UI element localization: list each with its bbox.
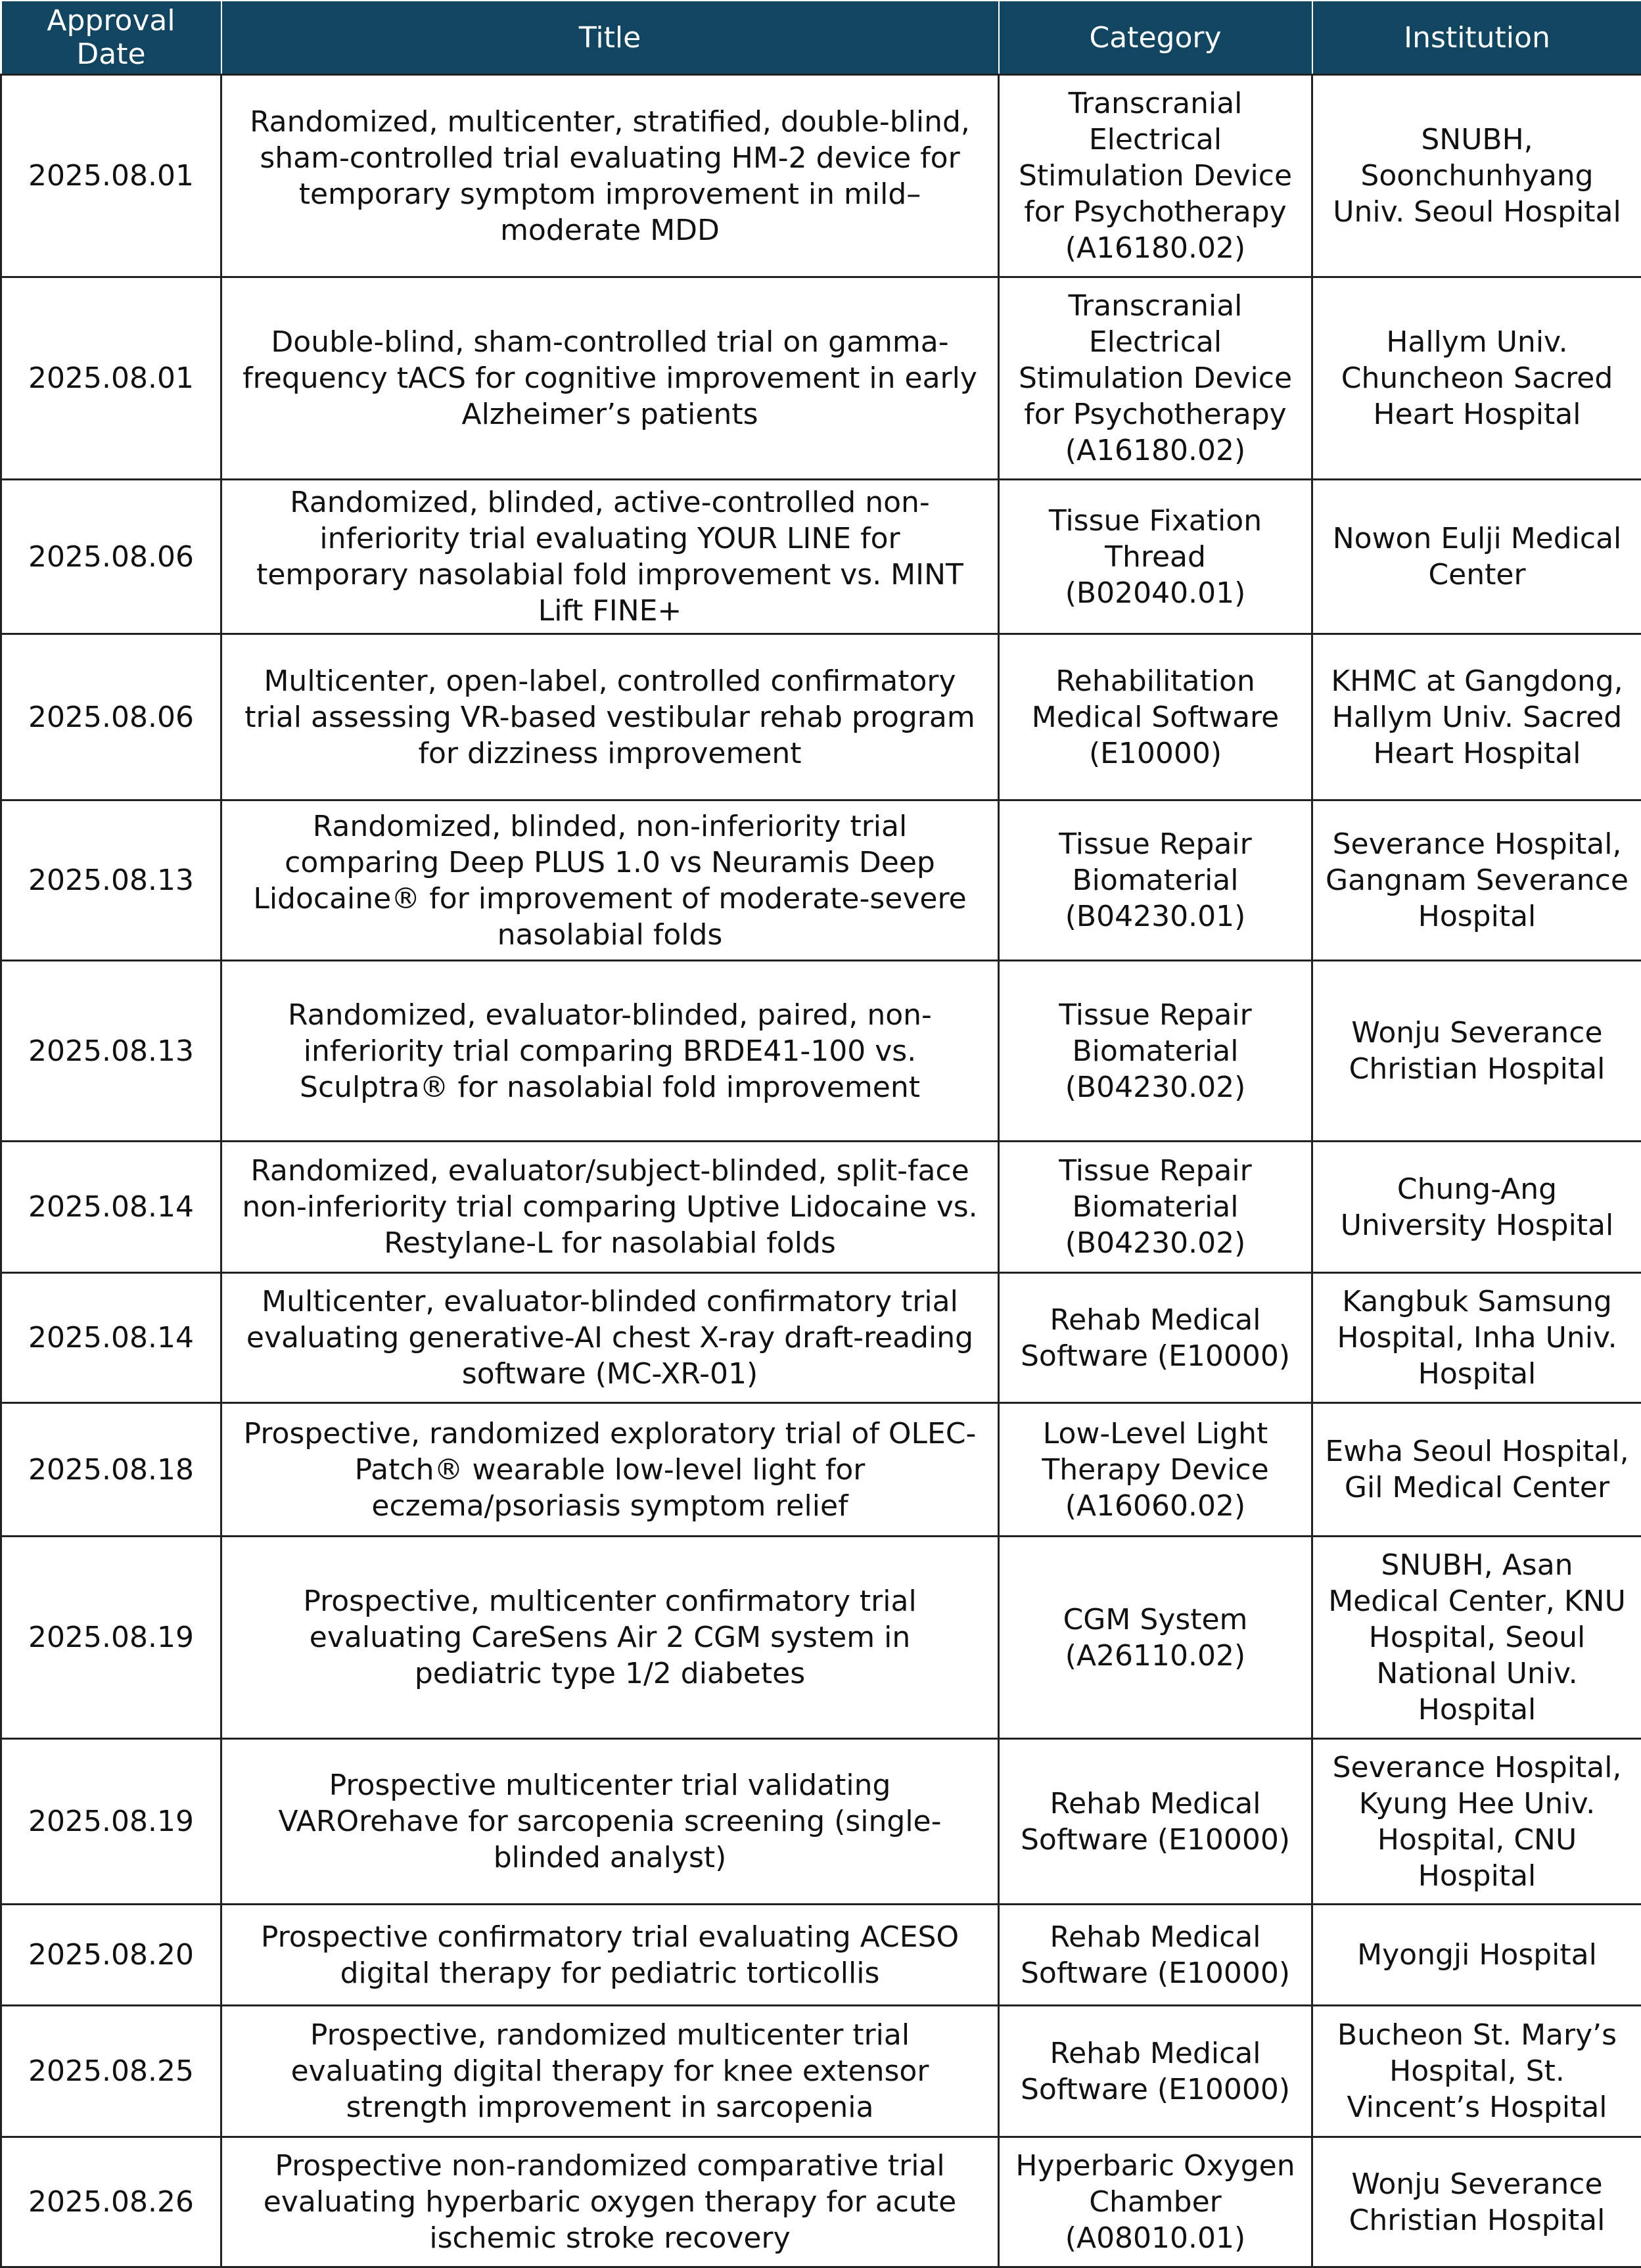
title-cell: Multicenter, open-label, controlled confirmatory trial assessing VR-based vestibular rehab program for dizziness improvement: [221, 634, 999, 800]
table-row: [1, 961, 1641, 1142]
category-cell: Rehab Medical Software (E10000): [999, 1739, 1312, 1905]
table-row: [1, 75, 1641, 277]
approval-date-cell: 2025.08.20: [1, 1905, 221, 2006]
institution-cell: Hallym Univ. Chuncheon Sacred Heart Hospital: [1312, 277, 1641, 480]
institution-cell: Myongji Hospital: [1312, 1905, 1641, 2006]
table-row: [1, 1142, 1641, 1273]
institution-cell: Severance Hospital, Gangnam Severance Hospital: [1312, 800, 1641, 961]
title-cell: Randomized, blinded, non-inferiority trial comparing Deep PLUS 1.0 vs Neuramis Deep Lidocaine® for improvement of moderate-severe nasolabial folds: [221, 800, 999, 961]
category-cell: Low-Level Light Therapy Device (A16060.02): [999, 1403, 1312, 1537]
title-cell: Prospective, randomized exploratory trial of OLEC-Patch® wearable low-level light for eczema/psoriasis symptom relief: [221, 1403, 999, 1537]
institution-cell: Kangbuk Samsung Hospital, Inha Univ. Hospital: [1312, 1273, 1641, 1403]
table-row: [1, 1273, 1641, 1403]
category-cell: Tissue Repair Biomaterial (B04230.02): [999, 961, 1312, 1142]
approval-date-cell: 2025.08.14: [1, 1273, 221, 1403]
category-cell: Hyperbaric Oxygen Chamber (A08010.01): [999, 2137, 1312, 2267]
category-cell: Tissue Fixation Thread (B02040.01): [999, 480, 1312, 634]
approval-date-cell: 2025.08.01: [1, 277, 221, 480]
table-row: [1, 1905, 1641, 2006]
title-cell: Prospective multicenter trial validating VAROrehave for sarcopenia screening (single-blinded analyst): [221, 1739, 999, 1905]
title-cell: Randomized, evaluator-blinded, paired, non-inferiority trial comparing BRDE41-100 vs. Sculptra® for nasolabial fold improvement: [221, 961, 999, 1142]
approval-date-cell: 2025.08.26: [1, 2137, 221, 2267]
title-cell: Randomized, evaluator/subject-blinded, split-face non-inferiority trial comparing Uptive Lidocaine vs. Restylane-L for nasolabial folds: [221, 1142, 999, 1273]
approval-date-cell: 2025.08.19: [1, 1739, 221, 1905]
table-row: [1, 1403, 1641, 1537]
approval-date-cell: 2025.08.25: [1, 2006, 221, 2137]
approval-date-cell: 2025.08.14: [1, 1142, 221, 1273]
category-cell: Tissue Repair Biomaterial (B04230.02): [999, 1142, 1312, 1273]
title-cell: Prospective non-randomized comparative trial evaluating hyperbaric oxygen therapy for acute ischemic stroke recovery: [221, 2137, 999, 2267]
table-row: [1, 277, 1641, 480]
institution-cell: Wonju Severance Christian Hospital: [1312, 961, 1641, 1142]
institution-cell: Bucheon St. Mary’s Hospital, St. Vincent’s Hospital: [1312, 2006, 1641, 2137]
header-category: Category: [999, 1, 1312, 75]
table-row: [1, 480, 1641, 634]
approval-date-cell: 2025.08.19: [1, 1537, 221, 1739]
approval-date-cell: 2025.08.06: [1, 480, 221, 634]
title-cell: Randomized, multicenter, stratified, double-blind, sham-controlled trial evaluating HM-2 device for temporary symptom improvement in mild–moderate MDD: [221, 75, 999, 277]
title-cell: Prospective confirmatory trial evaluating ACESO digital therapy for pediatric torticollis: [221, 1905, 999, 2006]
table-row: [1, 634, 1641, 800]
title-cell: Randomized, blinded, active-controlled non-inferiority trial evaluating YOUR LINE for temporary nasolabial fold improvement vs. MINT Lift FINE+: [221, 480, 999, 634]
title-cell: Multicenter, evaluator-blinded confirmatory trial evaluating generative-AI chest X-ray draft-reading software (MC-XR-01): [221, 1273, 999, 1403]
institution-cell: KHMC at Gangdong, Hallym Univ. Sacred Heart Hospital: [1312, 634, 1641, 800]
header-row: [1, 1, 1641, 75]
title-cell: Double-blind, sham-controlled trial on gamma-frequency tACS for cognitive improvement in early Alzheimer’s patients: [221, 277, 999, 480]
table-row: [1, 1739, 1641, 1905]
title-cell: Prospective, multicenter confirmatory trial evaluating CareSens Air 2 CGM system in pediatric type 1/2 diabetes: [221, 1537, 999, 1739]
approval-date-cell: 2025.08.01: [1, 75, 221, 277]
header-institution: Institution: [1312, 1, 1641, 75]
table-row: [1, 2137, 1641, 2267]
table-row: [1, 800, 1641, 961]
table-row: [1, 1537, 1641, 1739]
category-cell: Tissue Repair Biomaterial (B04230.01): [999, 800, 1312, 961]
category-cell: Rehab Medical Software (E10000): [999, 2006, 1312, 2137]
approval-date-cell: 2025.08.06: [1, 634, 221, 800]
category-cell: CGM System (A26110.02): [999, 1537, 1312, 1739]
category-cell: Rehabilitation Medical Software (E10000): [999, 634, 1312, 800]
institution-cell: Ewha Seoul Hospital, Gil Medical Center: [1312, 1403, 1641, 1537]
title-cell: Prospective, randomized multicenter trial evaluating digital therapy for knee extensor strength improvement in sarcopenia: [221, 2006, 999, 2137]
header-title: Title: [221, 1, 999, 75]
approval-date-cell: 2025.08.13: [1, 961, 221, 1142]
approval-date-cell: 2025.08.13: [1, 800, 221, 961]
institution-cell: Nowon Eulji Medical Center: [1312, 480, 1641, 634]
institution-cell: Wonju Severance Christian Hospital: [1312, 2137, 1641, 2267]
institution-cell: SNUBH, Asan Medical Center, KNU Hospital, Seoul National Univ. Hospital: [1312, 1537, 1641, 1739]
category-cell: Rehab Medical Software (E10000): [999, 1273, 1312, 1403]
institution-cell: SNUBH, Soonchunhyang Univ. Seoul Hospital: [1312, 75, 1641, 277]
table-row: [1, 2006, 1641, 2137]
category-cell: Rehab Medical Software (E10000): [999, 1905, 1312, 2006]
header-approval-date: Approval Date: [1, 1, 221, 75]
category-cell: Transcranial Electrical Stimulation Device for Psychotherapy (A16180.02): [999, 75, 1312, 277]
category-cell: Transcranial Electrical Stimulation Device for Psychotherapy (A16180.02): [999, 277, 1312, 480]
approval-date-cell: 2025.08.18: [1, 1403, 221, 1537]
institution-cell: Severance Hospital, Kyung Hee Univ. Hospital, CNU Hospital: [1312, 1739, 1641, 1905]
institution-cell: Chung-Ang University Hospital: [1312, 1142, 1641, 1273]
